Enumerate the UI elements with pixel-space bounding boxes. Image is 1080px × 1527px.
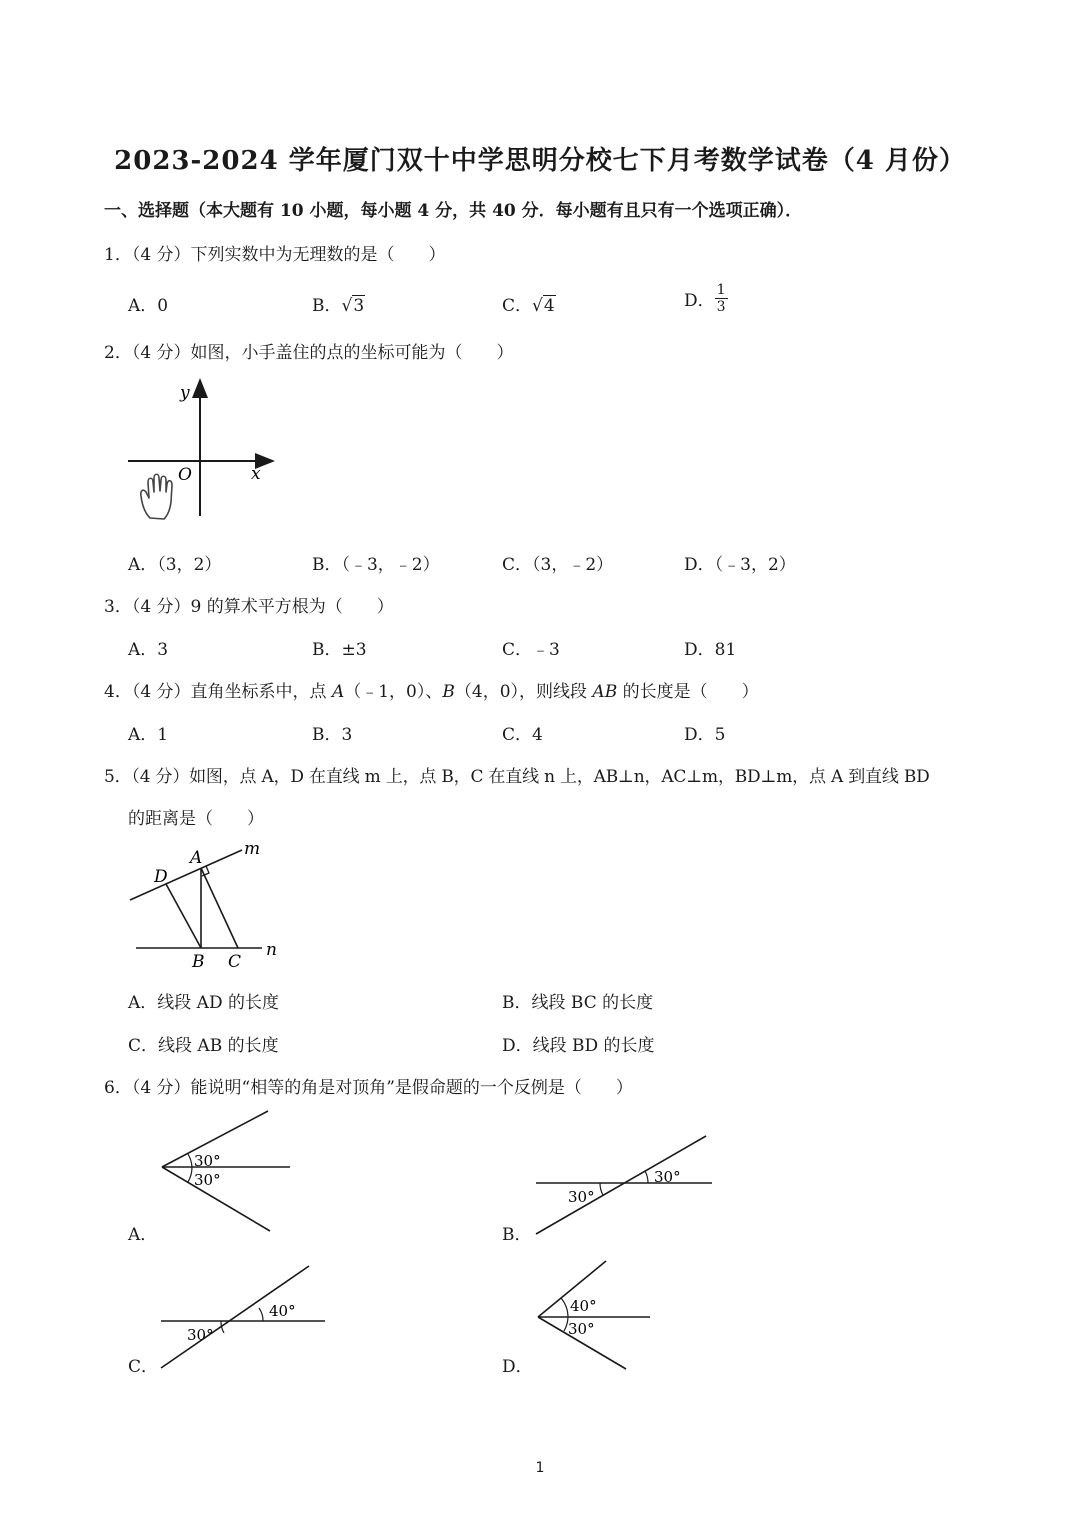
q1-option-b-label: B．: [312, 296, 342, 316]
q1-stem: 1．（4 分）下列实数中为无理数的是（ ）: [104, 245, 446, 265]
q1-option-d-numerator: 1: [716, 282, 726, 298]
q4-point-b: B: [442, 682, 455, 702]
q3-option-c: C．﹣3: [502, 640, 560, 660]
angle-arc: [221, 1321, 224, 1333]
sqrt-symbol: √4: [532, 296, 555, 316]
segment-ac: [201, 868, 238, 948]
q1-option-a: A．0: [128, 296, 169, 316]
q6-option-a-label: A．: [128, 1225, 158, 1245]
q6-a-angle-top: 30°: [194, 1152, 221, 1170]
q6-b-angle-right: 30°: [654, 1168, 681, 1186]
q6-figure-d: [528, 1255, 668, 1375]
label-c: C: [228, 952, 242, 972]
q4-stem-part: （﹣1，0）、: [344, 682, 443, 702]
sqrt-symbol: √3: [341, 296, 365, 316]
q6-stem: 6．（4 分）能说明“相等的角是对顶角”是假命题的一个反例是（ ）: [104, 1078, 633, 1098]
angle-arc: [259, 1308, 263, 1321]
q2-option-a: A．（3，2）: [128, 555, 222, 575]
angle-arc: [600, 1183, 603, 1195]
q3-option-a: A．3: [128, 640, 169, 660]
q3-option-b: B．±3: [312, 640, 367, 660]
q1-option-d: [684, 282, 728, 315]
q5-option-d: D．线段 BD 的长度: [502, 1036, 655, 1056]
fraction: [715, 282, 728, 315]
angle-arc: [188, 1154, 192, 1182]
q4-point-a: A: [331, 682, 345, 702]
q3-option-d: D．81: [684, 640, 737, 660]
label-n: n: [266, 940, 277, 960]
q5-lines-figure: [120, 838, 290, 973]
q4-stem: [104, 677, 759, 702]
q4-stem-part: 4．（4 分）直角坐标系中，点: [104, 682, 332, 702]
q6-d-angle-bottom: 30°: [568, 1320, 595, 1338]
q1-option-d-denominator: 3: [716, 299, 726, 315]
q4-option-a: A．1: [128, 725, 169, 745]
q6-option-c-label: C．: [128, 1357, 159, 1377]
origin-label: O: [178, 465, 192, 485]
q2-coordinate-figure: [120, 378, 280, 528]
hand-icon: [141, 474, 172, 519]
q4-segment: AB: [592, 682, 618, 702]
q6-figure-c: [155, 1262, 335, 1372]
q2-stem: 2．（4 分）如图，小手盖住的点的坐标可能为（ ）: [104, 343, 514, 363]
angle-arc: [561, 1298, 568, 1331]
q4-stem-part: 的长度是（ ）: [617, 682, 759, 702]
q3-stem: 3．（4 分）9 的算术平方根为（ ）: [104, 597, 394, 617]
q1-option-c-radicand: 4: [543, 296, 555, 316]
q1-option-d-label: D．: [684, 291, 715, 311]
q4-option-b: B．3: [312, 725, 353, 745]
q6-figure-b: [530, 1130, 720, 1240]
section-heading: 一、选择题（本大题有 10 小题，每小题 4 分，共 40 分．每小题有且只有一个选项正确）．: [104, 201, 803, 221]
line-m: [130, 850, 242, 900]
q5-option-b: B．线段 BC 的长度: [502, 993, 654, 1013]
q4-stem-part: （4，0），则线段: [454, 682, 593, 702]
q4-option-d: D．5: [684, 725, 726, 745]
page-number: 1: [535, 1460, 545, 1476]
q4-option-c: C．4: [502, 725, 543, 745]
q2-option-b: B．（﹣3，﹣2）: [312, 555, 440, 575]
q2-option-d: D．（﹣3，2）: [684, 555, 796, 575]
q6-a-angle-bottom: 30°: [194, 1171, 221, 1189]
q6-figure-a: [150, 1105, 300, 1235]
q6-d-angle-top: 40°: [570, 1297, 597, 1315]
q5-option-a: A．线段 AD 的长度: [128, 993, 279, 1013]
q1-option-b: [312, 291, 365, 316]
q1-option-c-label: C．: [502, 296, 533, 316]
y-axis-label: y: [180, 383, 190, 403]
q5-stem-line1: 5．（4 分）如图，点 A，D 在直线 m 上，点 B，C 在直线 n 上，AB⊥n，AC⊥m，BD⊥m，点 A 到直线 BD: [104, 767, 930, 787]
q6-b-angle-left: 30°: [568, 1188, 595, 1206]
label-m: m: [244, 839, 261, 859]
label-d: D: [154, 867, 168, 887]
q5-stem-line2: 的距离是（ ）: [128, 809, 264, 829]
q6-c-angle-right: 40°: [269, 1302, 296, 1320]
q6-option-b-label: B．: [502, 1225, 532, 1245]
exam-title: 2023-2024 学年厦门双十中学思明分校七下月考数学试卷（4 月份）: [114, 146, 966, 176]
q1-option-c: [502, 291, 556, 316]
q6-c-angle-left: 30°: [187, 1326, 214, 1344]
q6-option-d-label: D．: [502, 1357, 533, 1377]
q2-option-c: C．（3，﹣2）: [502, 555, 614, 575]
label-a: A: [190, 848, 203, 868]
label-b: B: [192, 952, 205, 972]
q5-option-c: C．线段 AB 的长度: [128, 1036, 279, 1056]
angle-arc: [645, 1171, 648, 1183]
q1-option-b-radicand: 3: [353, 296, 365, 316]
x-axis-label: x: [251, 464, 261, 484]
segment-bd: [166, 884, 201, 948]
